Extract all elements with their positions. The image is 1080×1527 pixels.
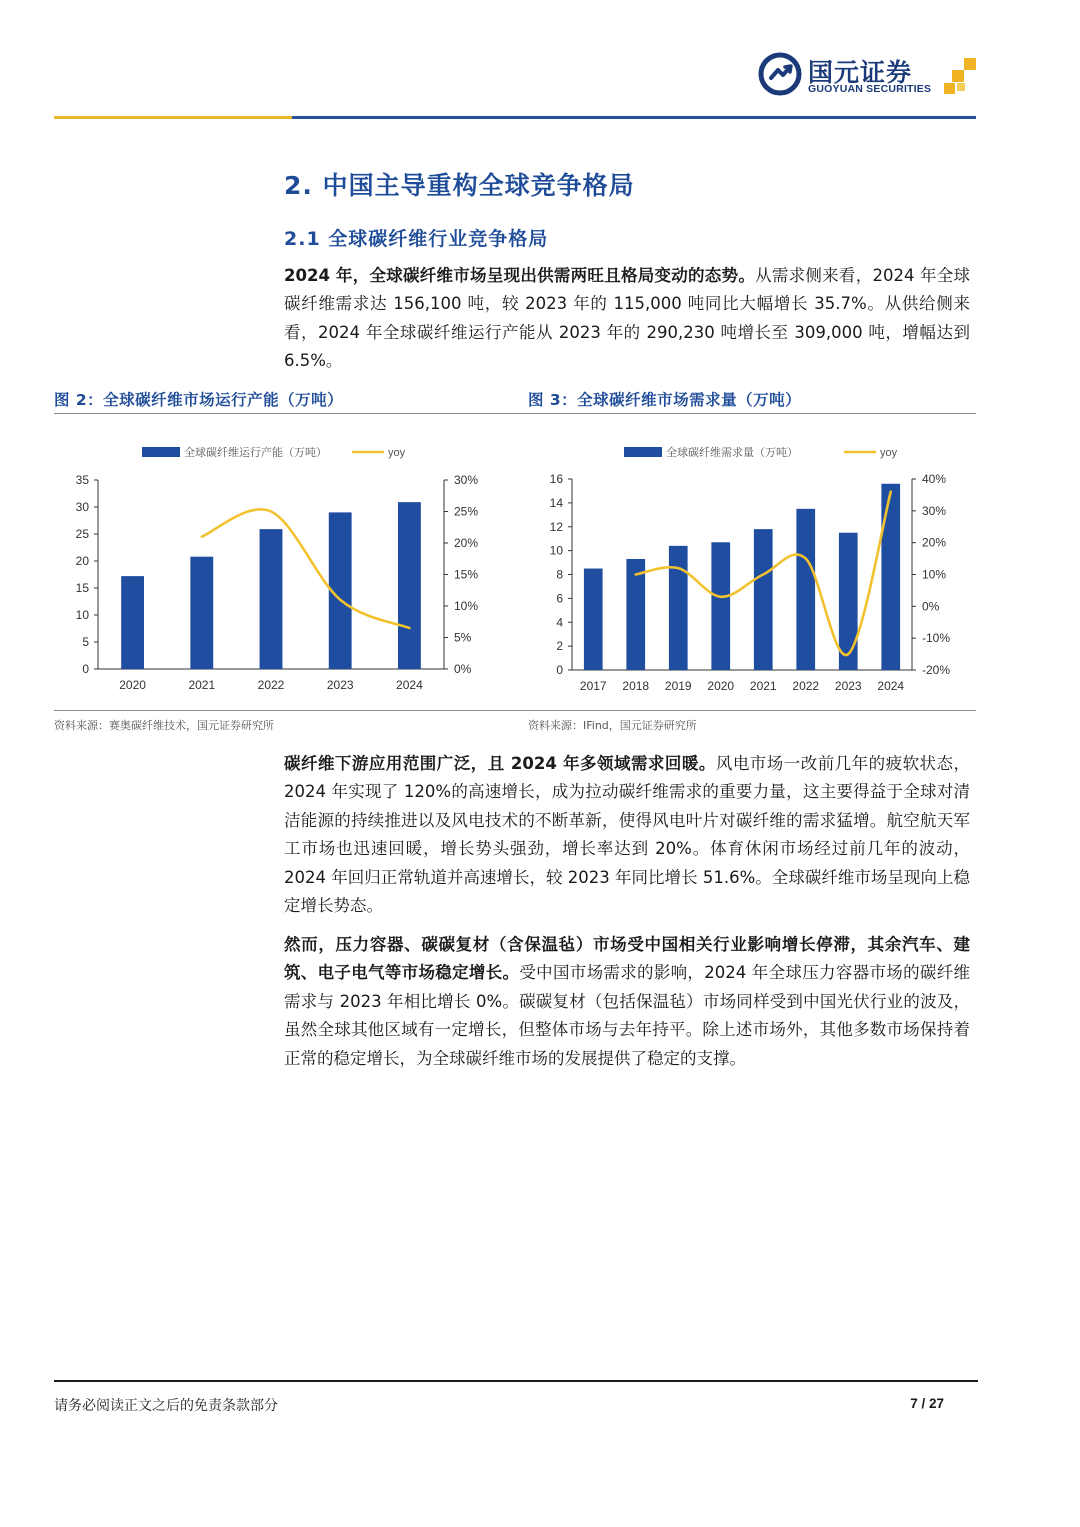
figure-2-source: 资料来源：赛奥碳纤维技术，国元证券研究所 — [54, 719, 274, 732]
y-right-tick-label: 10% — [922, 567, 947, 582]
legend-line-label: yoy — [880, 447, 898, 459]
paragraph-body: 从需求侧来看，2024 年全球碳纤维需求达 156,100 吨，较 2023 年的 115,000 吨同比大幅增长 35.7%。从供给侧来看，2024 年全球碳纤维运行产能从 2023 年的 290,230 吨增长至 309,000 吨，增幅达到 6.5%。 — [284, 266, 970, 371]
legend-bar-swatch — [624, 447, 662, 457]
y-left-tick-label: 25 — [75, 527, 89, 541]
x-tick-label: 2021 — [749, 679, 777, 693]
y-right-tick-label: 5% — [454, 630, 472, 645]
y-right-tick-label: 20% — [454, 536, 479, 550]
y-right-tick-label: -20% — [922, 663, 951, 677]
y-left-tick-label: 6 — [556, 591, 563, 606]
bar — [754, 529, 773, 670]
figure-2-title: 图 2：全球碳纤维市场运行产能（万吨） — [54, 391, 344, 409]
x-tick-label: 2017 — [579, 679, 607, 693]
paragraph-body: 受中国市场需求的影响，2024 年全球压力容器市场的碳纤维需求与 2023 年相比增长 0%。碳碳复材（包括保温毡）市场同样受到中国光伏行业的波及，虽然全球其他区域有一定增长，但整体市场与去年持平。除上述市场外，其他多数市场保持着正常的稳定增长，为全球碳纤维市场的发展提供了稳定的支撑。 — [284, 963, 971, 1068]
paragraph-lead: 2024 年，全球碳纤维市场呈现出供需两旺且格局变动的态势。 — [284, 266, 756, 285]
y-left-tick-label: 16 — [549, 472, 563, 486]
legend-bar-swatch — [142, 447, 180, 457]
figure-3-title: 图 3：全球碳纤维市场需求量（万吨） — [528, 391, 802, 409]
y-left-tick-label: 20 — [75, 554, 89, 568]
page-number: 7 / 27 — [910, 1396, 944, 1411]
logo-mark-icon — [758, 52, 802, 96]
logo-squares-icon — [944, 56, 980, 96]
paragraph-lead: 碳纤维下游应用范围广泛，且 2024 年多领域需求回暖。 — [284, 754, 716, 773]
y-left-tick-label: 12 — [549, 519, 563, 534]
footer-disclaimer: 请务必阅读正文之后的免责条款部分 — [54, 1398, 278, 1414]
y-left-tick-label: 4 — [556, 615, 563, 630]
bar — [839, 533, 858, 670]
y-left-tick-label: 30 — [75, 500, 89, 514]
x-tick-label: 2019 — [664, 679, 692, 693]
section-heading: 2. 中国主导重构全球竞争格局 — [284, 171, 635, 200]
paragraph-supply-demand — [284, 262, 970, 376]
y-left-tick-label: 35 — [75, 473, 89, 487]
y-left-tick-label: 5 — [82, 635, 89, 649]
y-left-tick-label: 0 — [556, 663, 563, 677]
paragraph-stagnation — [284, 931, 970, 1073]
y-right-tick-label: 15% — [454, 567, 479, 582]
y-right-tick-label: 10% — [454, 599, 479, 613]
x-tick-label: 2020 — [707, 679, 735, 693]
bar — [796, 509, 815, 670]
x-tick-label: 2021 — [188, 678, 216, 692]
x-tick-label: 2024 — [396, 678, 423, 692]
x-tick-label: 2018 — [622, 679, 650, 693]
y-right-tick-label: 40% — [922, 472, 947, 486]
figure-3-source: 资料来源：IFind，国元证券研究所 — [528, 719, 697, 732]
paragraph-downstream — [284, 750, 970, 920]
y-left-tick-label: 0 — [82, 662, 89, 676]
figure-top-rule — [54, 413, 976, 414]
legend-bar-label: 全球碳纤维运行产能（万吨） — [184, 446, 327, 459]
bar — [711, 542, 730, 670]
y-left-tick-label: 14 — [549, 495, 563, 510]
footer-rule — [54, 1380, 978, 1382]
figure-bottom-rule — [54, 710, 976, 711]
paragraph-lead: 然而，压力容器、碳碳复材（含保温毡）市场受中国相关行业影响增长停滞，其余汽车、建筑、电子电气等市场稳定增长。 — [284, 935, 970, 983]
y-left-tick-label: 8 — [556, 567, 563, 582]
bar — [669, 546, 688, 670]
legend-line-label: yoy — [388, 447, 406, 459]
header-rule-blue — [292, 116, 976, 119]
y-left-tick-label: 2 — [556, 639, 563, 654]
yoy-line — [202, 509, 410, 628]
logo-text-cn: 国元证券 — [808, 58, 913, 87]
y-right-tick-label: 30% — [922, 503, 947, 518]
y-right-tick-label: 20% — [922, 535, 947, 550]
x-tick-label: 2023 — [834, 679, 862, 693]
subsection-heading: 2.1 全球碳纤维行业竞争格局 — [284, 228, 549, 250]
bar — [881, 484, 900, 670]
company-logo — [758, 52, 980, 100]
paragraph-body: 风电市场一改前几年的疲软状态，2024 年实现了 120%的高速增长，成为拉动碳纤维需求的重要力量，这主要得益于全球对清洁能源的持续推进以及风电技术的不断革新，使得风电叶片对碳纤维的需求猛增。航空航天军工市场也迅速回暖，增长势头强劲，增长率达到 20%。体育休闲市场经过前几年的波动，2024 年回归正常轨道并高速增长，较 2023 年同比增长 51.6%。全球碳纤维市场呈现向上稳定增长势态。 — [284, 754, 971, 916]
bar — [260, 529, 283, 669]
y-right-tick-label: 0% — [922, 599, 940, 614]
x-tick-label: 2020 — [119, 678, 146, 692]
y-left-tick-label: 10 — [75, 608, 89, 622]
x-tick-label: 2024 — [877, 679, 905, 693]
x-tick-label: 2022 — [792, 679, 820, 693]
capacity-chart — [54, 430, 504, 700]
x-tick-label: 2022 — [257, 678, 285, 692]
y-left-tick-label: 10 — [549, 543, 563, 558]
x-tick-label: 2023 — [326, 678, 354, 692]
bar — [121, 576, 144, 669]
y-right-tick-label: 25% — [454, 504, 479, 519]
legend-bar-label: 全球碳纤维需求量（万吨） — [666, 446, 798, 459]
bar — [398, 502, 421, 669]
y-left-tick-label: 15 — [75, 581, 89, 595]
y-right-tick-label: 30% — [454, 473, 479, 487]
y-right-tick-label: -10% — [922, 631, 951, 646]
y-right-tick-label: 0% — [454, 662, 472, 676]
demand-chart — [528, 430, 978, 700]
bar — [190, 557, 213, 669]
header-rule-gold — [54, 116, 292, 119]
logo-text-en: GUOYUAN SECURITIES — [808, 83, 932, 95]
bar — [584, 569, 603, 670]
